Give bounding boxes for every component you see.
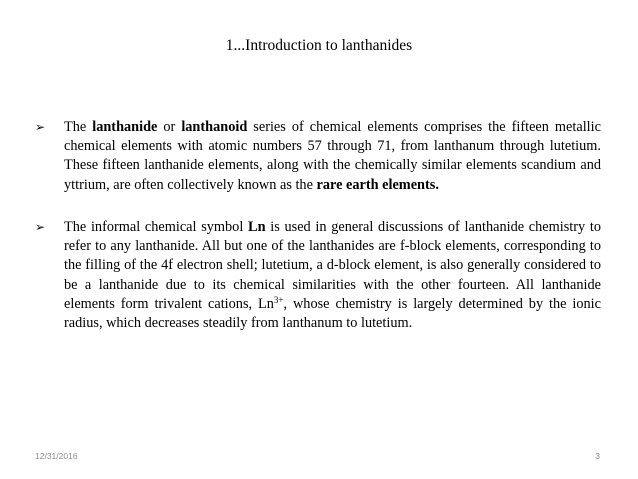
text-segment: or [157, 119, 182, 135]
charge-superscript: 3+ [273, 294, 284, 305]
text-segment: series of chemical elements comprises the fifteen metallic chemical elements with atomic numbers 57 through 71, from lanthanum through lutetium. These fifteen lanthanide elements, along with the chemically similar elements scandium and yttrium, are often collectively known as the [64, 119, 601, 193]
text-segment: The informal chemical symbol [64, 219, 249, 235]
text-segment: , whose chemistry is largely determined by the ionic radius, which decreases steadily from lanthanum to lutetium. [64, 295, 601, 332]
slide-number: 3 [595, 451, 600, 461]
term-lanthanoid: lanthanoid [181, 119, 248, 135]
slide-title: 1...Introduction to lanthanides [225, 37, 413, 54]
bullet-text [64, 118, 601, 195]
bullet-point-lanthanide-definition [35, 118, 601, 195]
term-ln: Ln [248, 219, 266, 235]
arrow-bullet-icon: ➢ [35, 220, 46, 234]
arrow-bullet-icon: ➢ [35, 120, 46, 134]
text-segment: The [64, 119, 93, 135]
bullet-text [64, 218, 601, 333]
term-lanthanide: lanthanide [92, 119, 158, 135]
text-segment: is used in general discussions of lanthanide chemistry to refer to any lanthanide. All but one of the lanthanides are f-block elements, corresponding to the filling of the 4f electron shell; lutetium, a d-block element, is also generally considered to be a lanthanide due to its chemical similarities with the other fourteen. All lanthanide elements form trivalent cations, Ln [64, 219, 601, 312]
footer-date: 12/31/2016 [35, 451, 78, 461]
term-rare-earth-elements: rare earth elements. [316, 176, 439, 193]
bullet-point-ln-symbol [35, 218, 601, 333]
